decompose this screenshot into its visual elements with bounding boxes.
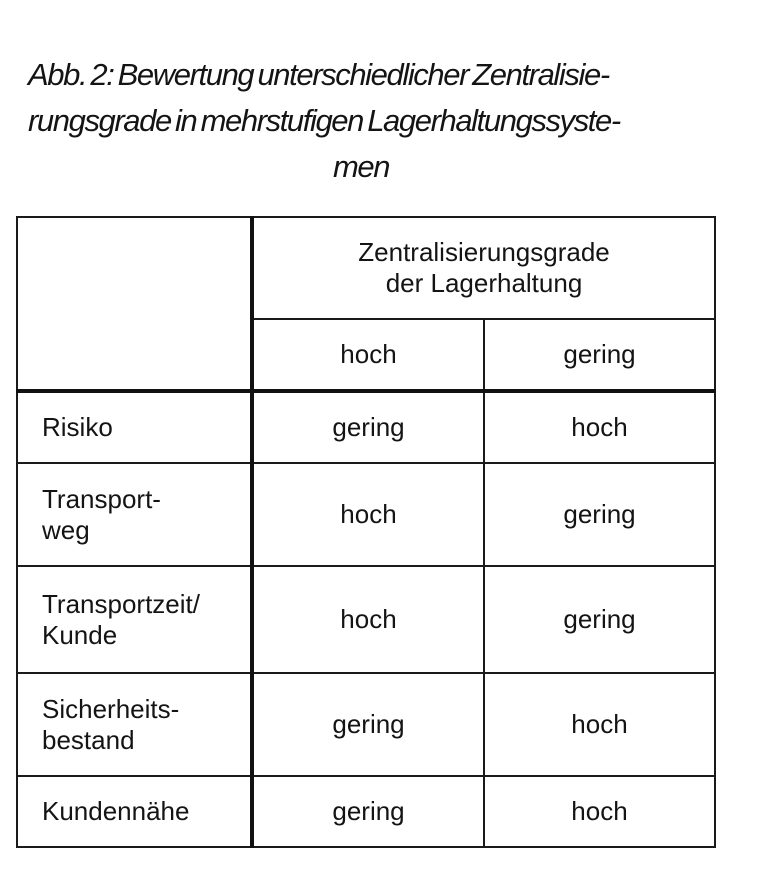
row-label xyxy=(17,776,252,847)
cell-value: hoch xyxy=(484,391,715,463)
table-header-row xyxy=(17,217,715,319)
empty-corner-cell xyxy=(17,217,252,391)
table-row xyxy=(17,776,715,847)
row-label-line: weg xyxy=(42,514,90,545)
cell-value: hoch xyxy=(484,776,715,847)
row-label xyxy=(17,673,252,776)
row-label-line: bestand xyxy=(42,724,135,755)
cell-value: hoch xyxy=(252,463,484,566)
cell-value: gering xyxy=(484,463,715,566)
table-row xyxy=(17,673,715,776)
row-label-line: Kundennähe xyxy=(42,796,190,826)
cell-value: hoch xyxy=(252,566,484,673)
caption-line: men xyxy=(333,149,390,184)
row-label-line: Transport- xyxy=(42,483,161,514)
column-header-gering: gering xyxy=(484,319,715,391)
row-label-line: Sicherheits- xyxy=(42,693,180,724)
row-label-line: Risiko xyxy=(42,412,113,442)
table-row xyxy=(17,391,715,463)
table-row xyxy=(17,463,715,566)
column-header-hoch: hoch xyxy=(252,319,484,391)
group-header-line: Zentralisierungsgrade xyxy=(358,237,610,267)
figure-caption xyxy=(28,52,728,190)
row-label xyxy=(17,566,252,673)
group-header-line: der Lagerhaltung xyxy=(385,268,583,298)
cell-value: gering xyxy=(252,391,484,463)
caption-line: Abb. 2: Bewertung unterschiedlicher Zentralisie- xyxy=(28,57,609,92)
row-label-line: Kunde xyxy=(42,619,118,650)
cell-value: gering xyxy=(252,776,484,847)
table-row xyxy=(17,566,715,673)
caption-line: rungsgrade in mehrstufigen Lagerhaltungssyste- xyxy=(28,103,620,138)
cell-value: hoch xyxy=(484,673,715,776)
row-label xyxy=(17,463,252,566)
evaluation-table xyxy=(16,216,716,848)
cell-value: gering xyxy=(252,673,484,776)
cell-value: gering xyxy=(484,566,715,673)
row-label xyxy=(17,391,252,463)
group-header-cell xyxy=(252,217,715,319)
row-label-line: Transportzeit/ xyxy=(42,588,200,619)
